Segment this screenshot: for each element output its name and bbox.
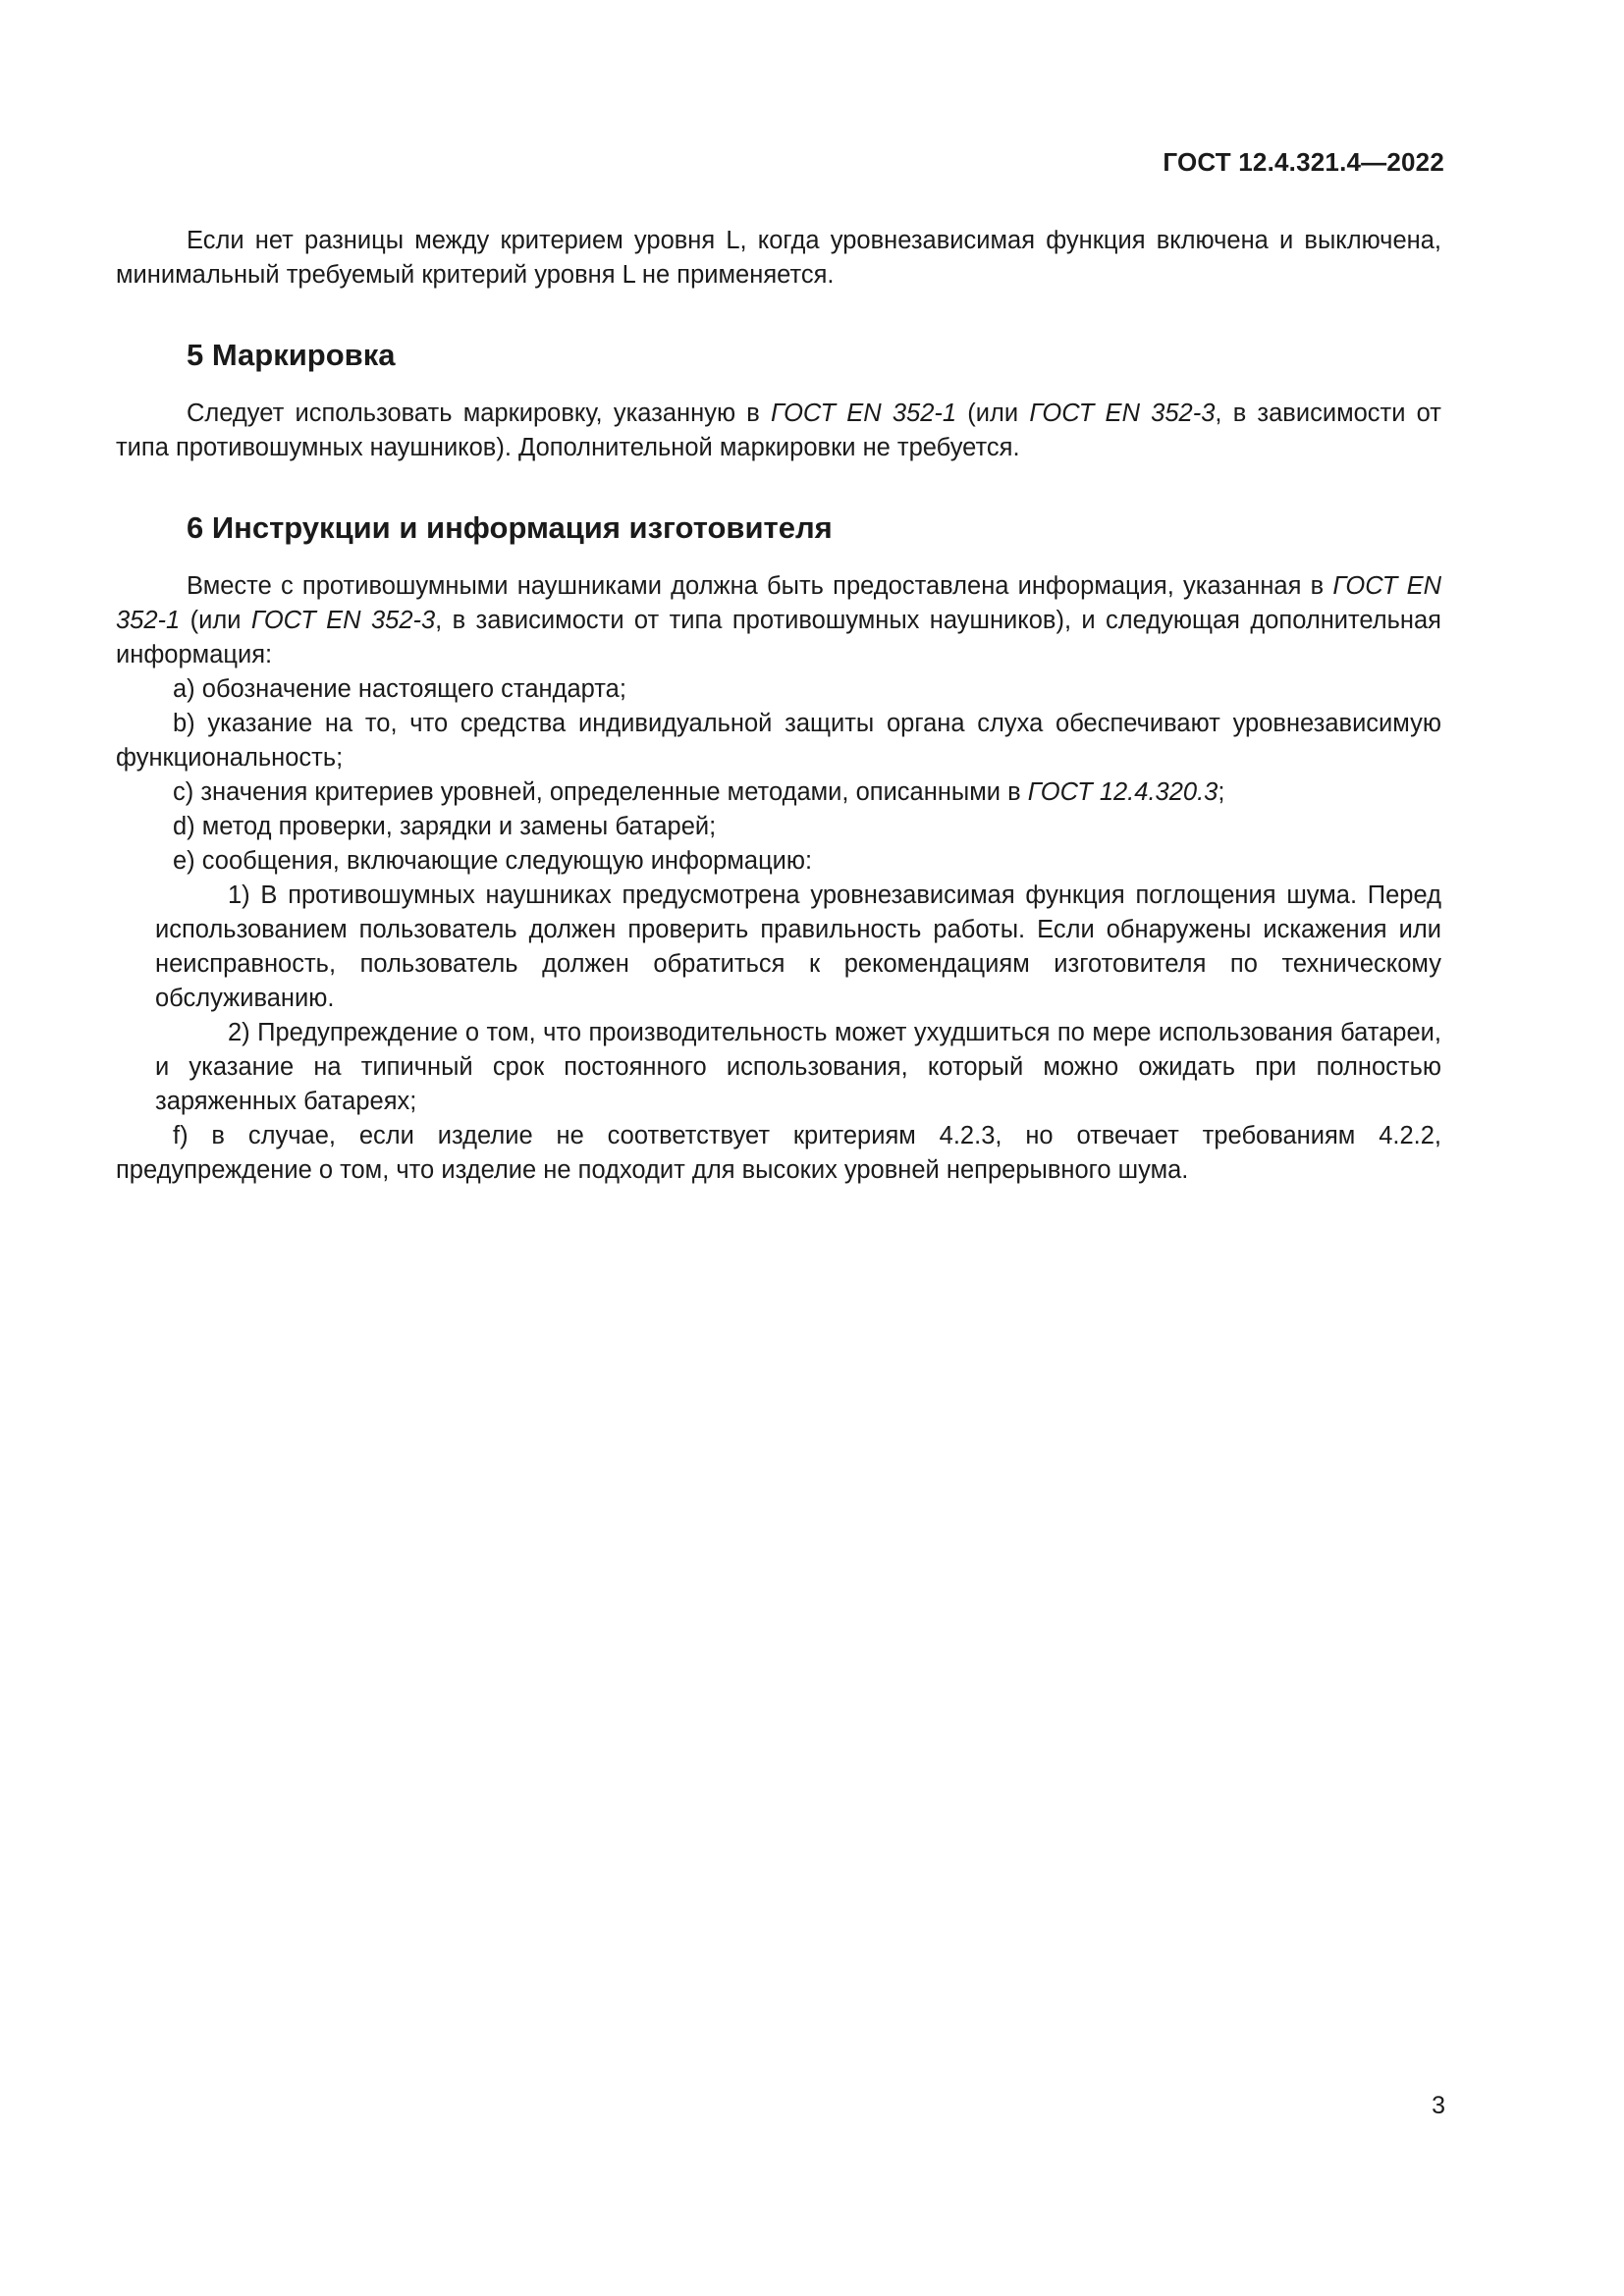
list-item-e: e) сообщения, включающие следующую информацию: [173, 847, 813, 875]
list-item-d: d) метод проверки, зарядки и замены батарей; [173, 813, 717, 840]
section-6-title: 6 Инструкции и информация изготовителя [187, 510, 833, 545]
list-item-e1: 1) В противошумных наушниках предусмотрена уровнезависимая функция поглощения шума. Перед использованием пользователь должен проверить правильность работы. Если обнаружены искажения или неисправность, пользователь должен обратиться к рекомендациям изготовителя по техническому обслуживанию. [155, 881, 1441, 1012]
page-number: 3 [1432, 2092, 1445, 2119]
list-item-f: f) в случае, если изделие не соответствует критериям 4.2.3, но отвечает требованиям 4.2.2, предупреждение о том, что изделие не подходит для высоких уровней непрерывного шума. [116, 1122, 1441, 1184]
page-content [116, 224, 1441, 1188]
standard-reference: ГОСТ EN 352-3 [1029, 400, 1216, 427]
document-id-header: ГОСТ 12.4.321.4—2022 [1163, 147, 1444, 177]
section-6-intro: Вместе с противошумными наушниками должна быть предоставлена информация, указанная в ГОСТ EN 352-1 (или ГОСТ EN 352-3, в зависимости от типа противошумных наушников), и следующая дополнительная информация: [116, 572, 1441, 668]
list-item-e2: 2) Предупреждение о том, что производительность может ухудшиться по мере использования батареи, и указание на типичный срок постоянного использования, который можно ожидать при полностью заряженных батареях; [155, 1019, 1441, 1115]
list-item-b: b) указание на то, что средства индивидуальной защиты органа слуха обеспечивают уровнезависимую функциональность; [116, 710, 1441, 772]
list-item-a: a) обозначение настоящего стандарта; [173, 675, 626, 703]
standard-reference: ГОСТ EN 352-1 [116, 572, 1441, 634]
list-item-c: c) значения критериев уровней, определенные методами, описанными в ГОСТ 12.4.320.3; [173, 778, 1225, 806]
intro-paragraph: Если нет разницы между критерием уровня L, когда уровнезависимая функция включена и выключена, минимальный требуемый критерий уровня L не применяется. [116, 227, 1441, 289]
section-5-title: 5 Маркировка [187, 338, 396, 372]
standard-reference: ГОСТ EN 352-3 [250, 607, 436, 634]
section-5-paragraph: Следует использовать маркировку, указанную в ГОСТ EN 352-1 (или ГОСТ EN 352-3, в зависимости от типа противошумных наушников). Дополнительной маркировки не требуется. [116, 400, 1441, 461]
standard-reference: ГОСТ EN 352-1 [771, 400, 957, 427]
standard-reference: ГОСТ 12.4.320.3 [1027, 778, 1218, 806]
